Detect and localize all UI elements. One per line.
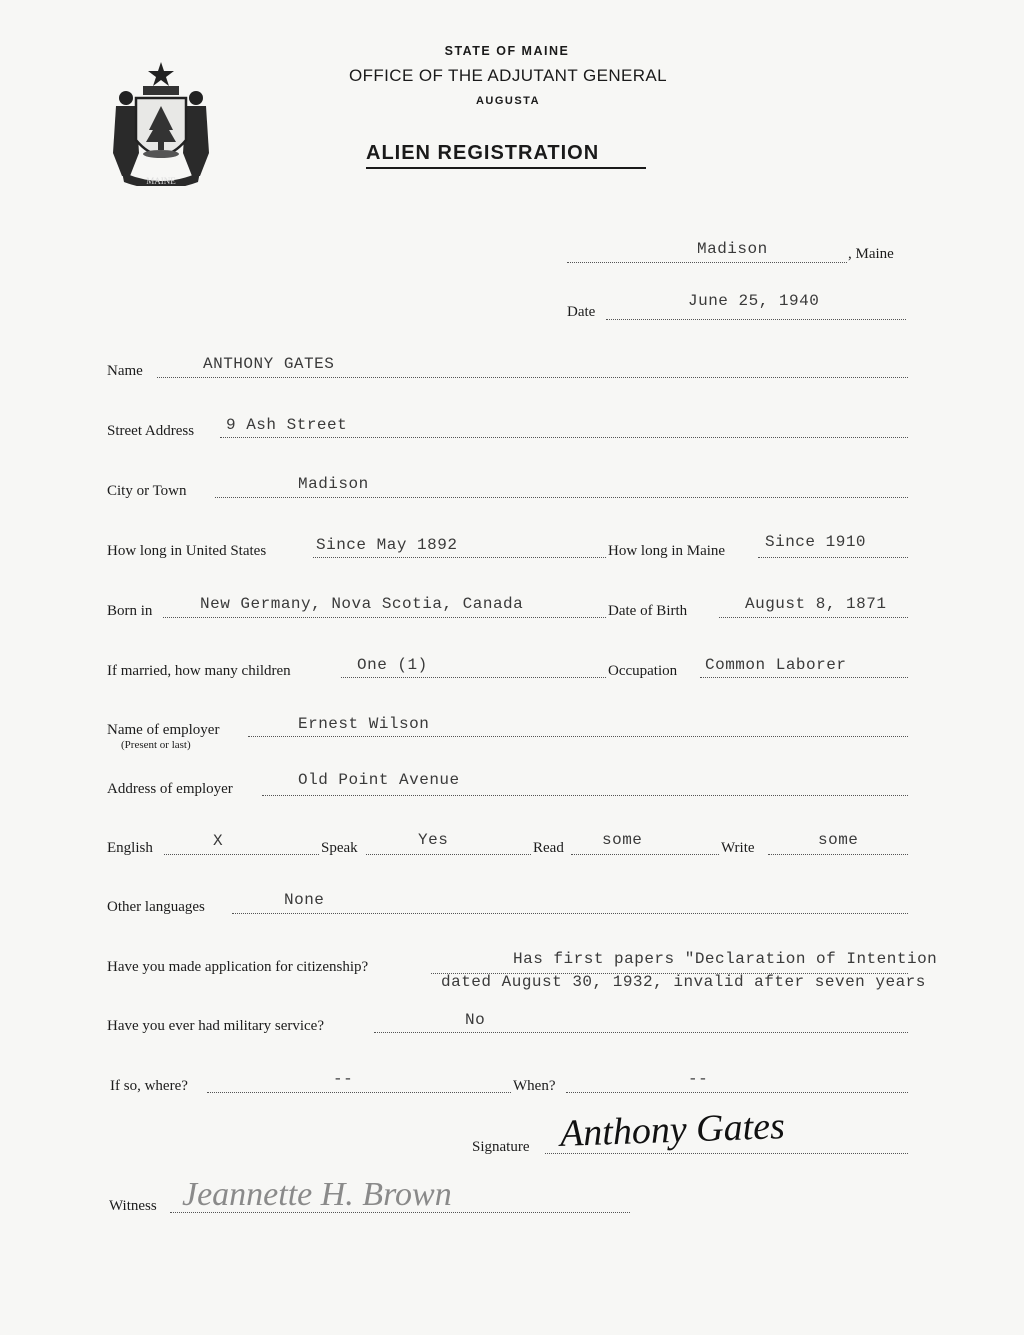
where-label: If so, where? (110, 1078, 188, 1094)
english-value: X (213, 832, 224, 850)
occupation-value: Common Laborer (705, 656, 847, 674)
town-value: Madison (697, 240, 768, 258)
children-label: If married, how many children (107, 663, 291, 679)
write-label: Write (721, 840, 755, 856)
other-languages-value: None (284, 891, 325, 909)
form-title: ALIEN REGISTRATION (366, 142, 600, 164)
date-label: Date (567, 304, 596, 320)
signature-label: Signature (472, 1139, 530, 1155)
citizenship-value-line2: dated August 30, 1932, invalid after seven years (441, 973, 926, 991)
occupation-label: Occupation (608, 663, 678, 679)
witness-label: Witness (109, 1198, 157, 1214)
state-heading: STATE OF MAINE (444, 44, 570, 58)
signature-value: Anthony Gates (559, 1105, 786, 1155)
english-label: English (107, 840, 153, 856)
when-value: -- (688, 1070, 709, 1088)
employer-sublabel: (Present or last) (121, 739, 191, 751)
employer-address-label: Address of employer (107, 781, 233, 797)
office-heading: OFFICE OF THE ADJUTANT GENERAL (348, 66, 668, 85)
employer-value: Ernest Wilson (298, 715, 430, 733)
military-value: No (465, 1011, 486, 1029)
birthplace-label: Born in (107, 603, 153, 619)
birthplace-value: New Germany, Nova Scotia, Canada (200, 595, 524, 613)
citizenship-label: Have you made application for citizenship? (107, 959, 369, 975)
city-heading: AUGUSTA (475, 95, 541, 107)
seal-banner-text: MAINE (146, 176, 176, 186)
name-value: ANTHONY GATES (203, 355, 335, 373)
employer-label: Name of employer (107, 722, 220, 738)
us-duration-label: How long in United States (107, 543, 267, 559)
us-duration-value: Since May 1892 (316, 536, 458, 554)
date-value: June 25, 1940 (688, 292, 820, 310)
citizenship-value-line1: Has first papers "Declaration of Intention (513, 950, 938, 968)
witness-signature: Jeannette H. Brown (182, 1176, 452, 1213)
street-address-label: Street Address (107, 423, 195, 439)
city-label: City or Town (107, 483, 187, 499)
read-label: Read (533, 840, 564, 856)
write-value: some (818, 831, 859, 849)
state-suffix: , Maine (848, 246, 894, 262)
maine-duration-label: How long in Maine (608, 543, 726, 559)
street-address-value: 9 Ash Street (226, 416, 348, 434)
dob-value: August 8, 1871 (745, 595, 887, 613)
maine-duration-value: Since 1910 (765, 533, 867, 551)
read-value: some (602, 831, 643, 849)
name-label: Name (107, 363, 143, 379)
other-languages-label: Other languages (107, 899, 205, 915)
employer-address-value: Old Point Avenue (298, 771, 460, 789)
city-value: Madison (298, 475, 369, 493)
speak-value: Yes (418, 831, 449, 849)
dob-label: Date of Birth (608, 603, 688, 619)
where-value: -- (333, 1070, 354, 1088)
speak-label: Speak (321, 840, 358, 856)
title-underline (366, 167, 646, 169)
children-value: One (1) (357, 656, 428, 674)
military-label: Have you ever had military service? (107, 1018, 324, 1034)
when-label: When? (513, 1078, 556, 1094)
